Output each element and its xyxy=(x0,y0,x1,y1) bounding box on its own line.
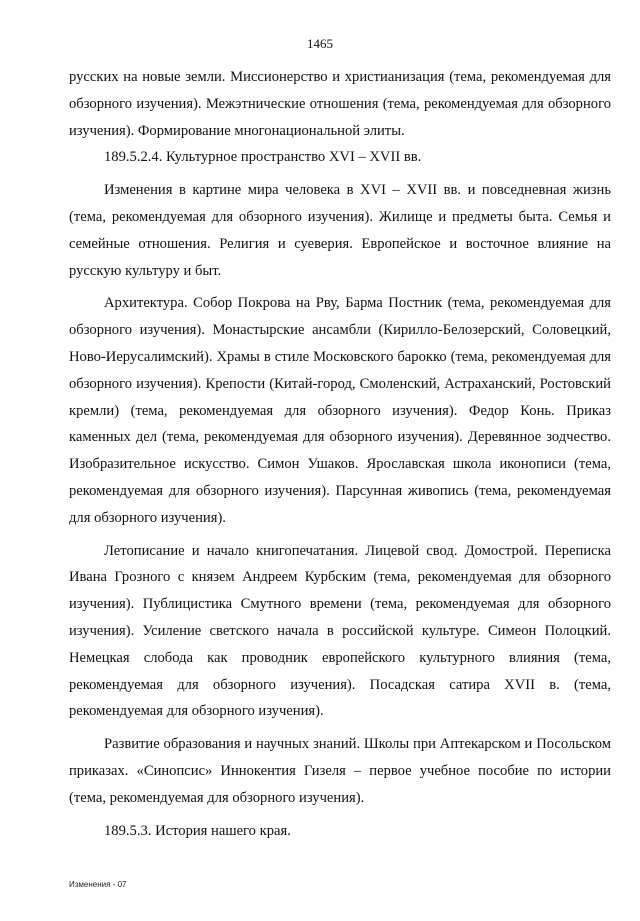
footer-revision-note: Изменения - 07 xyxy=(69,880,127,889)
section-heading-189-5-3: 189.5.3. История нашего края. xyxy=(104,822,291,839)
paragraph-education: Развитие образования и научных знаний. Школы при Аптекарском и Посольском приказах. «Синопсис» Иннокентия Гизеля – первое учебное пособие по истории (тема, рекомендуемая для обзорного изучения). xyxy=(69,736,611,806)
paragraph-chronicles: Летописание и начало книгопечатания. Лицевой свод. Домострой. Переписка Ивана Грозного с князем Андреем Курбским (тема, рекомендуемая для обзорного изучения). Публицистика Смутного времени (тема, рекомендуемая для обзорного изучения). Усиление светского начала в российской культуре. Симеон Полоцкий. Немецкая слобода как проводник европейского культурного влияния (тема, рекомендуемая для обзорного изучения). Посадская сатира XVII в. (тема, рекомендуемая для обзорного изучения). xyxy=(69,542,611,720)
document-body xyxy=(69,64,611,844)
paragraph-worldview: Изменения в картине мира человека в XVI – XVII вв. и повседневная жизнь (тема, рекомендуемая для обзорного изучения). Жилище и предметы быта. Семья и семейные отношения. Религия и суеверия. Европейское и восточное влияние на русскую культуру и быт. xyxy=(69,182,611,279)
page-number: 1465 xyxy=(307,36,333,51)
paragraph-architecture: Архитектура. Собор Покрова на Рву, Барма Постник (тема, рекомендуемая для обзорного изучения). Монастырские ансамбли (Кирилло-Белозерский, Соловецкий, Ново-Иерусалимский). Храмы в стиле Московского барокко (тема, рекомендуемая для обзорного изучения). Крепости (Китай-город, Смоленский, Астраханский, Ростовский кремли) (тема, рекомендуемая для обзорного изучения). Федор Конь. Приказ каменных дел (тема, рекомендуемая для обзорного изучения). Деревянное зодчество. Изобразительное искусство. Симон Ушаков. Ярославская школа иконописи (тема, рекомендуемая для обзорного изучения). Парсунная живопись (тема, рекомендуемая для обзорного изучения). xyxy=(69,295,611,526)
section-heading-189-5-2-4: 189.5.2.4. Культурное пространство XVI – XVII вв. xyxy=(104,149,422,166)
paragraph-continuation: русских на новые земли. Миссионерство и христианизация (тема, рекомендуемая для обзорного изучения). Межэтнические отношения (тема, рекомендуемая для обзорного изучения). Формирование многонациональной элиты. xyxy=(69,69,611,139)
